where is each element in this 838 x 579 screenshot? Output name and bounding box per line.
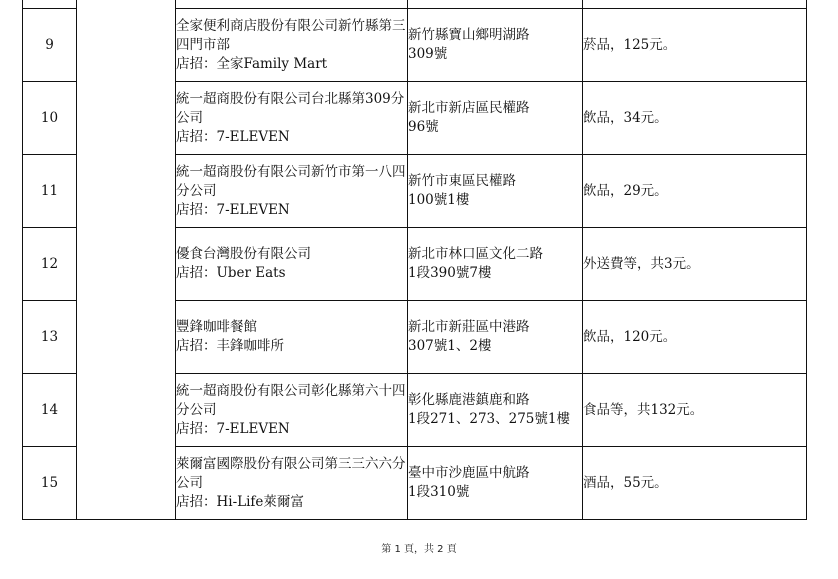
address-cell <box>408 9 583 82</box>
address-line-1: 新竹縣寶山鄉明湖路 <box>408 27 530 43</box>
row-number: 11 <box>23 155 77 228</box>
table-cell-address <box>408 0 583 9</box>
page-number: 第 1 頁，共 2 頁 <box>381 544 457 555</box>
item-amount: 飲品，120元。 <box>583 301 807 374</box>
company-cell <box>176 447 408 520</box>
item-amount: 菸品，125元。 <box>583 9 807 82</box>
company-cell <box>176 9 408 82</box>
company-cell <box>176 374 408 447</box>
table-cell-company <box>176 0 408 9</box>
company-name: 全家便利商店股份有限公司新竹縣第三四門市部 <box>176 17 406 53</box>
company-name: 優食台灣股份有限公司 <box>176 246 311 262</box>
address-cell <box>408 374 583 447</box>
expense-table <box>22 0 807 520</box>
row-number: 10 <box>23 82 77 155</box>
address-line-2: 1段310號 <box>408 484 470 500</box>
company-cell <box>176 301 408 374</box>
company-name: 統一超商股份有限公司台北縣第309分公司 <box>176 90 405 126</box>
address-cell <box>408 82 583 155</box>
store-sign: 店招：全家Family Mart <box>176 55 328 72</box>
item-amount: 飲品，29元。 <box>583 155 807 228</box>
address-line-2: 1段390號7樓 <box>408 265 492 281</box>
row-number: 13 <box>23 301 77 374</box>
address-cell <box>408 155 583 228</box>
store-sign: 店招：Hi-Life萊爾富 <box>176 493 304 510</box>
address-line-2: 100號1樓 <box>408 192 470 208</box>
address-cell <box>408 228 583 301</box>
address-line-1: 新竹市東區民權路 <box>408 173 516 189</box>
company-name: 豐鋒咖啡餐館 <box>176 319 257 335</box>
company-name: 萊爾富國際股份有限公司第三三六六分公司 <box>176 455 406 491</box>
item-amount: 酒品，55元。 <box>583 447 807 520</box>
address-line-1: 臺中市沙鹿區中航路 <box>408 465 530 481</box>
table-row-partial <box>23 0 807 9</box>
address-cell <box>408 447 583 520</box>
company-cell <box>176 228 408 301</box>
row-number: 14 <box>23 374 77 447</box>
company-name: 統一超商股份有限公司新竹市第一八四分公司 <box>176 163 406 199</box>
address-line-2: 1段271、273、275號1樓 <box>408 411 570 427</box>
store-sign: 店招：7-ELEVEN <box>176 201 290 218</box>
row-number: 12 <box>23 228 77 301</box>
address-line-2: 307號1、2樓 <box>408 338 492 354</box>
row-number: 15 <box>23 447 77 520</box>
company-cell <box>176 155 408 228</box>
store-sign: 店招：7-ELEVEN <box>176 128 290 145</box>
address-line-1: 新北市新莊區中港路 <box>408 319 530 335</box>
item-amount: 外送費等，共3元。 <box>583 228 807 301</box>
row-number: 9 <box>23 9 77 82</box>
item-amount: 飲品，34元。 <box>583 82 807 155</box>
store-sign: 店招：7-ELEVEN <box>176 420 290 437</box>
address-line-1: 新北市新店區民權路 <box>408 100 530 116</box>
address-line-2: 96號 <box>408 119 439 135</box>
address-line-1: 新北市林口區文化二路 <box>408 246 543 262</box>
address-cell <box>408 301 583 374</box>
company-name: 統一超商股份有限公司彰化縣第六十四分公司 <box>176 382 406 418</box>
item-amount: 食品等，共132元。 <box>583 374 807 447</box>
table-cell-number <box>23 0 77 9</box>
company-cell <box>176 82 408 155</box>
address-line-2: 309號 <box>408 46 448 62</box>
table-cell-blank-column <box>77 0 176 520</box>
table-cell-item <box>583 0 807 9</box>
store-sign: 店招：Uber Eats <box>176 265 286 281</box>
store-sign: 店招：丰鋒咖啡所 <box>176 338 284 354</box>
address-line-1: 彰化縣鹿港鎮鹿和路 <box>408 392 530 408</box>
